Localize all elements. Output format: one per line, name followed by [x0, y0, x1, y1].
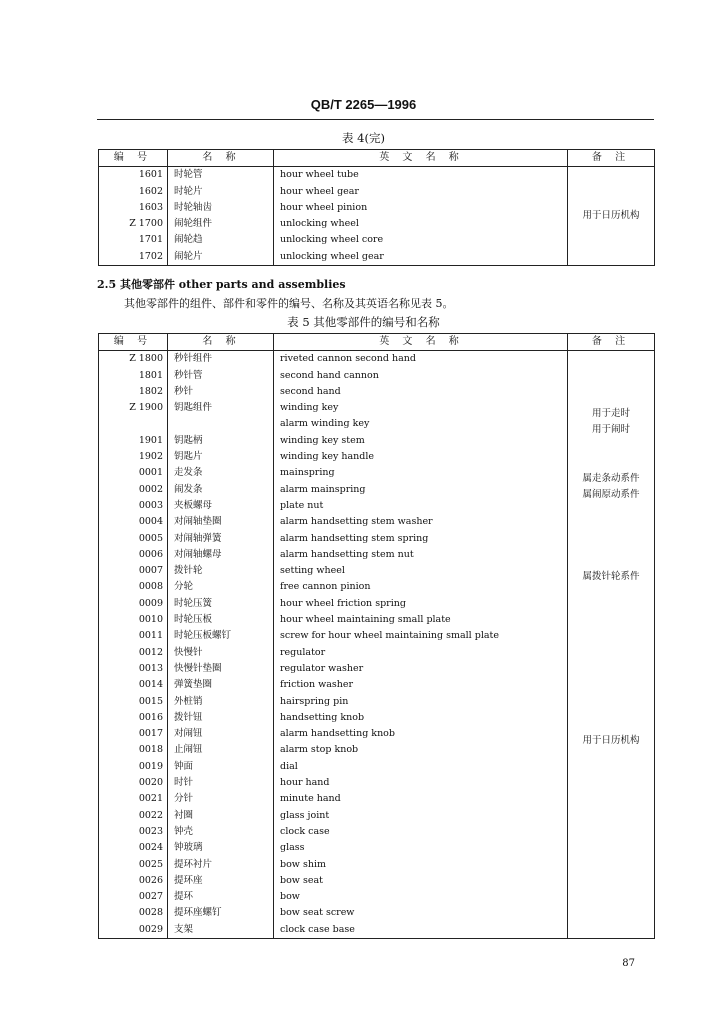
row-name: 时轮压簧 [168, 596, 274, 612]
row-english-name: hour wheel friction spring [274, 596, 568, 612]
col-header-name: 名 称 [168, 334, 274, 351]
row-name: 走发条 [168, 465, 274, 481]
section-paragraph: 其他零部件的组件、部件和零件的编号、名称及其英语名称见表 5。 [124, 297, 454, 310]
row-english-name: bow shim [274, 857, 568, 873]
row-english-name: winding key [274, 400, 568, 416]
row-english-name: alarm winding key [274, 416, 568, 432]
row-number: 0004 [99, 514, 168, 530]
row-number: 0006 [99, 547, 168, 563]
row-name: 拨针轮 [168, 563, 274, 579]
row-english-name: alarm stop knob [274, 742, 568, 758]
row-english-name: bow [274, 889, 568, 905]
table5-header-row [99, 334, 655, 351]
row-name: 对闹轴螺母 [168, 547, 274, 563]
row-number: 0014 [99, 677, 168, 693]
table-row [99, 167, 655, 184]
row-number: 0007 [99, 563, 168, 579]
row-name: 弹簧垫圈 [168, 677, 274, 693]
row-english-name: alarm handsetting stem washer [274, 514, 568, 530]
row-name: 快慢针 [168, 645, 274, 661]
row-name: 闹轮片 [168, 249, 274, 266]
row-name: 时轮轴齿 [168, 200, 274, 216]
row-number: 0021 [99, 791, 168, 807]
row-name: 秒针组件 [168, 351, 274, 368]
row-name: 衬圈 [168, 808, 274, 824]
row-english-name: bow seat screw [274, 905, 568, 921]
row-english-name: winding key stem [274, 433, 568, 449]
row-english-name: regulator [274, 645, 568, 661]
row-english-name: unlocking wheel [274, 216, 568, 232]
table-row [99, 351, 655, 368]
row-number: 1601 [99, 167, 168, 184]
row-name: 钟玻璃 [168, 840, 274, 856]
row-number: 0026 [99, 873, 168, 889]
row-english-name: second hand cannon [274, 368, 568, 384]
row-english-name: clock case base [274, 922, 568, 939]
row-name: 秒针管 [168, 368, 274, 384]
table4-header-row [99, 150, 655, 167]
row-english-name: glass [274, 840, 568, 856]
row-english-name: alarm handsetting stem nut [274, 547, 568, 563]
row-name: 时轮片 [168, 184, 274, 200]
row-number: 1901 [99, 433, 168, 449]
row-name [168, 416, 274, 432]
row-english-name: hour wheel gear [274, 184, 568, 200]
row-number: 1603 [99, 200, 168, 216]
row-english-name: winding key handle [274, 449, 568, 465]
row-number: 0010 [99, 612, 168, 628]
row-english-name: glass joint [274, 808, 568, 824]
header-rule [97, 119, 654, 120]
col-header-english: 英 文 名 称 [274, 150, 568, 167]
row-number: 0024 [99, 840, 168, 856]
table4-caption: 表 4(完) [342, 131, 385, 145]
row-name: 对闹轴垫圈 [168, 514, 274, 530]
row-name: 时轮管 [168, 167, 274, 184]
row-english-name: hour hand [274, 775, 568, 791]
row-number: 0029 [99, 922, 168, 939]
row-english-name: bow seat [274, 873, 568, 889]
row-number: Z 1900 [99, 400, 168, 416]
row-number: 1602 [99, 184, 168, 200]
row-name: 支架 [168, 922, 274, 939]
row-number: 0003 [99, 498, 168, 514]
row-remark: 用于日历机构 [582, 210, 640, 222]
row-remark [568, 351, 655, 939]
row-english-name: unlocking wheel gear [274, 249, 568, 266]
row-english-name: setting wheel [274, 563, 568, 579]
row-number: 0013 [99, 661, 168, 677]
col-header-remark: 备 注 [568, 334, 655, 351]
row-number: 0009 [99, 596, 168, 612]
row-number: 0015 [99, 694, 168, 710]
table4 [98, 149, 655, 266]
row-name: 提环衬片 [168, 857, 274, 873]
row-english-name: regulator washer [274, 661, 568, 677]
row-name: 时轮压板螺钉 [168, 628, 274, 644]
row-number: 0017 [99, 726, 168, 742]
row-english-name: hour wheel tube [274, 167, 568, 184]
row-number: 0011 [99, 628, 168, 644]
row-english-name: hour wheel pinion [274, 200, 568, 216]
row-number: 0008 [99, 579, 168, 595]
row-number: 0016 [99, 710, 168, 726]
remark-calendar: 用于日历机构 [582, 735, 640, 746]
row-number: 1801 [99, 368, 168, 384]
row-number: 0019 [99, 759, 168, 775]
row-english-name: free cannon pinion [274, 579, 568, 595]
page-number: 87 [622, 958, 635, 969]
table5-caption: 表 5 其他零部件的编号和名称 [287, 315, 440, 329]
col-header-remark: 备 注 [568, 150, 655, 167]
row-english-name: screw for hour wheel maintaining small plate [274, 628, 568, 644]
row-name: 分轮 [168, 579, 274, 595]
row-name: 快慢针垫圈 [168, 661, 274, 677]
row-number: 1702 [99, 249, 168, 266]
col-header-name: 名 称 [168, 150, 274, 167]
row-number: 0005 [99, 531, 168, 547]
row-number: 0022 [99, 808, 168, 824]
row-english-name: mainspring [274, 465, 568, 481]
row-number: Z 1800 [99, 351, 168, 368]
col-header-number: 编 号 [99, 150, 168, 167]
row-number [99, 416, 168, 432]
row-name: 钟面 [168, 759, 274, 775]
row-english-name: alarm handsetting knob [274, 726, 568, 742]
remark-alarm: 用于闹时 [591, 424, 630, 435]
row-name: 秒针 [168, 384, 274, 400]
remark-going-power: 属走条动系件 [582, 473, 640, 484]
row-number: Z 1700 [99, 216, 168, 232]
row-english-name: handsetting knob [274, 710, 568, 726]
row-name: 闹发条 [168, 482, 274, 498]
row-name: 闹轮组件 [168, 216, 274, 232]
row-number: 1701 [99, 232, 168, 248]
row-name: 拨针钮 [168, 710, 274, 726]
row-number: 0020 [99, 775, 168, 791]
row-number: 0028 [99, 905, 168, 921]
row-name: 时针 [168, 775, 274, 791]
row-name: 时轮压板 [168, 612, 274, 628]
row-name: 对闹轴弹簧 [168, 531, 274, 547]
row-number: 1902 [99, 449, 168, 465]
row-number: 0023 [99, 824, 168, 840]
col-header-english: 英 文 名 称 [274, 334, 568, 351]
row-name: 钥匙柄 [168, 433, 274, 449]
row-english-name: plate nut [274, 498, 568, 514]
row-english-name: friction washer [274, 677, 568, 693]
row-name: 对闹钮 [168, 726, 274, 742]
row-name: 夹板螺母 [168, 498, 274, 514]
row-english-name: second hand [274, 384, 568, 400]
remark-alarm-power: 属闹原动系件 [582, 489, 640, 500]
row-english-name: riveted cannon second hand [274, 351, 568, 368]
row-number: 0025 [99, 857, 168, 873]
section-heading: 2.5 其他零部件 other parts and assemblies [97, 278, 346, 291]
row-english-name: alarm handsetting stem spring [274, 531, 568, 547]
row-number: 0012 [99, 645, 168, 661]
row-name: 分针 [168, 791, 274, 807]
row-number: 0018 [99, 742, 168, 758]
remark-setting-train: 属拨针轮系件 [582, 571, 640, 582]
row-name: 止闹钮 [168, 742, 274, 758]
row-number: 0027 [99, 889, 168, 905]
col-header-number: 编 号 [99, 334, 168, 351]
row-name: 钥匙片 [168, 449, 274, 465]
row-english-name: minute hand [274, 791, 568, 807]
row-english-name: dial [274, 759, 568, 775]
remark-timekeeping: 用于走时 [591, 408, 630, 419]
row-name: 钟壳 [168, 824, 274, 840]
row-name: 提环 [168, 889, 274, 905]
standard-header: QB/T 2265—1996 [310, 97, 417, 112]
row-english-name: unlocking wheel core [274, 232, 568, 248]
row-english-name: alarm mainspring [274, 482, 568, 498]
row-name: 提环座 [168, 873, 274, 889]
row-english-name: hairspring pin [274, 694, 568, 710]
row-english-name: hour wheel maintaining small plate [274, 612, 568, 628]
row-number: 1802 [99, 384, 168, 400]
row-name: 外桩销 [168, 694, 274, 710]
row-name: 提环座螺钉 [168, 905, 274, 921]
row-english-name: clock case [274, 824, 568, 840]
row-name: 闹轮趋 [168, 232, 274, 248]
row-number: 0002 [99, 482, 168, 498]
row-number: 0001 [99, 465, 168, 481]
row-name: 钥匙组件 [168, 400, 274, 416]
